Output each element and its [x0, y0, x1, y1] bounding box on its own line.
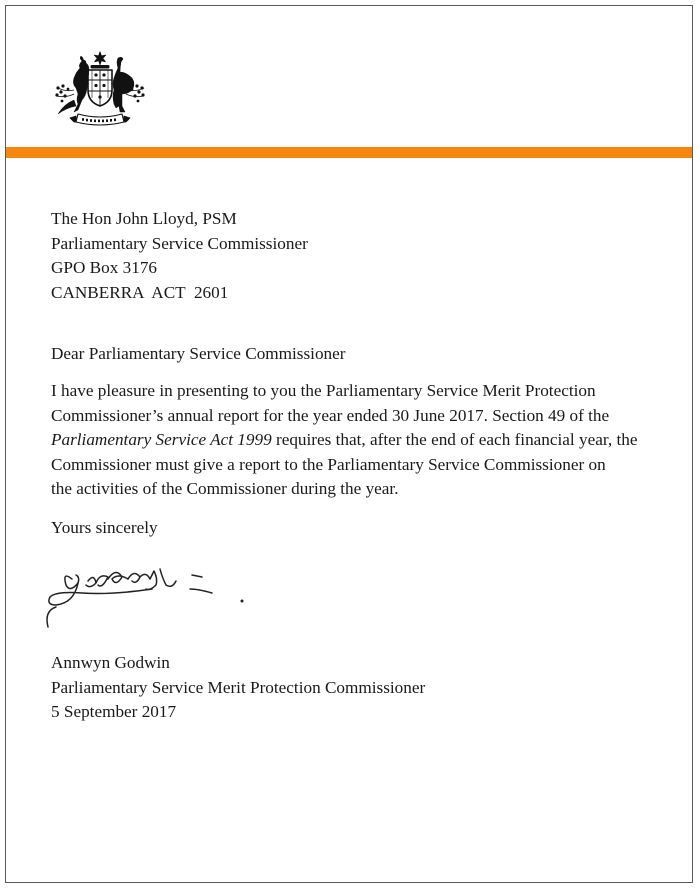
header-accent-rule	[6, 147, 692, 158]
commonwealth-coat-of-arms-icon	[52, 48, 148, 134]
paragraph-line: Commissioner’s annual report for the year ended 30 June 2017. Section 49 of the	[51, 405, 610, 425]
paragraph-line: Parliamentary Service Act 1999 requires that, after the end of each financial year, the	[51, 430, 638, 449]
recipient-title: Parliamentary Service Commissioner	[51, 233, 308, 253]
handwritten-signature	[42, 549, 304, 647]
recipient-address	[51, 207, 671, 305]
signatory-name: Annwyn Godwin	[51, 653, 170, 672]
paragraph-line: the activities of the Commissioner during the year.	[51, 479, 399, 498]
salutation: Dear Parliamentary Service Commissioner	[51, 344, 346, 363]
recipient-name: The Hon John Lloyd, PSM	[51, 209, 237, 228]
body-paragraph	[51, 379, 671, 502]
recipient-po-box: GPO Box 3176	[51, 258, 158, 277]
recipient-city: CANBERRA ACT 2601	[51, 282, 229, 302]
letter-page	[5, 5, 693, 883]
signatory-block	[51, 651, 671, 725]
paragraph-line: I have pleasure in presenting to you the Parliamentary Service Merit Protection	[51, 381, 596, 400]
signatory-title: Parliamentary Service Merit Protection Commissioner	[51, 677, 426, 697]
closing: Yours sincerely	[51, 518, 158, 537]
act-title: Parliamentary Service Act 1999	[51, 430, 272, 449]
paragraph-line: Commissioner must give a report to the Parliamentary Service Commissioner on	[51, 454, 606, 474]
letter-date: 5 September 2017	[51, 702, 177, 721]
